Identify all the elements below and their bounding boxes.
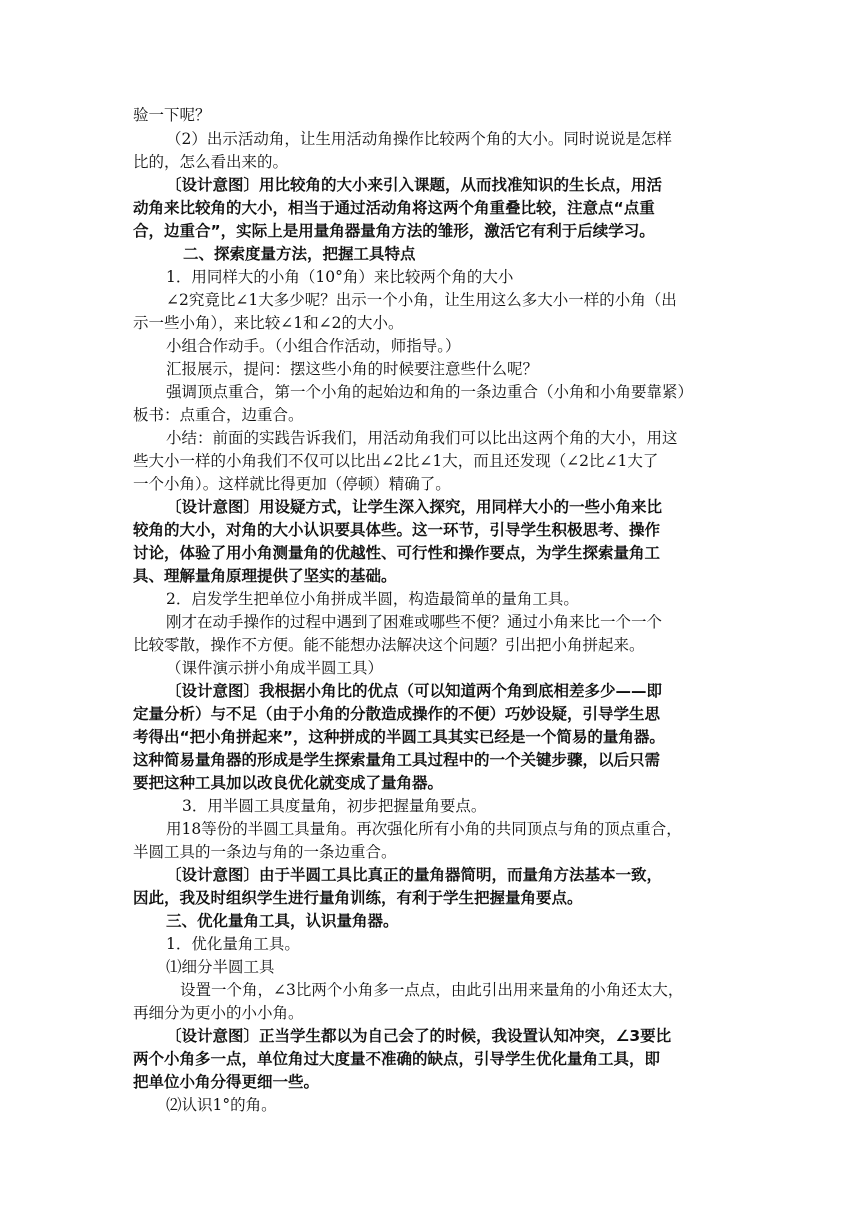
text-line: 板书：点重合，边重合。 <box>133 406 304 424</box>
text-line: 汇报展示，提问：摆这些小角的时候要注意些什么呢？ <box>166 360 539 378</box>
text-line: 1．优化量角工具。 <box>166 935 300 953</box>
text-line: 小组合作动手。（小组合作活动，师指导。） <box>166 337 461 355</box>
design-intent-line: 定量分析）与不足（由于小角的分散造成操作的不便）巧妙设疑，引导学生思 <box>133 705 661 723</box>
text-line: ⑵认识1°的角。 <box>166 1096 277 1114</box>
text-line: 设置一个角，∠3比两个小角多一点点，由此引出用来量角的小角还太大， <box>180 981 684 999</box>
text-line: 验一下呢？ <box>133 106 211 124</box>
text-line: ⑴细分半圆工具 <box>166 958 275 976</box>
section-heading: 三、优化量角工具，认识量角器。 <box>166 912 399 930</box>
text-line: 比的，怎么看出来的。 <box>133 153 289 171</box>
text-line: 强调顶点重合，第一个小角的起始边和角的一条边重合（小角和小角要靠紧） <box>166 383 694 401</box>
design-intent-line: 考得出“把小角拼起来”，这种拼成的半圆工具其实已经是一个简易的量角器。 <box>133 728 665 746</box>
text-line: 半圆工具的一条边与角的一条边重合。 <box>133 843 397 861</box>
design-intent-line: 这种简易量角器的形成是学生探索量角工具过程中的一个关键步骤，以后只需 <box>133 751 661 769</box>
design-intent-line: 要把这种工具加以改良优化就变成了量角器。 <box>133 774 444 792</box>
text-line: 3．用半圆工具度量角，初步把握量角要点。 <box>182 797 487 815</box>
text-line: 比较零散，操作不方便。能不能想办法解决这个问题？引出把小角拼起来。 <box>133 636 645 654</box>
design-intent-line: 〔设计意图〕正当学生都以为自己会了的时候，我设置认知冲突，∠3要比 <box>166 1027 672 1045</box>
design-intent-line: 把单位小角分得更细一些。 <box>133 1073 320 1091</box>
design-intent-line: 〔设计意图〕用比较角的大小来引入课题，从而找准知识的生长点，用活 <box>166 176 663 194</box>
text-line: 1．用同样大的小角（10°角）来比较两个角的大小 <box>166 268 514 286</box>
text-line: 小结：前面的实践告诉我们，用活动角我们可以比出这两个角的大小，用这 <box>166 429 678 447</box>
design-intent-line: 因此，我及时组织学生进行量角训练，有利于学生把握量角要点。 <box>133 889 583 907</box>
design-intent-line: 较角的大小，对角的大小认识要具体些。这一环节，引导学生积极思考、操作 <box>133 521 661 539</box>
text-line: 刚才在动手操作的过程中遇到了困难或哪些不便？通过小角来比一个一个 <box>166 613 663 631</box>
text-line: 一个小角）。这样就比得更加（停顿）精确了。 <box>133 475 451 493</box>
design-intent-line: 具、理解量角原理提供了坚实的基础。 <box>133 567 397 585</box>
text-line: （2）出示活动角，让生用活动角操作比较两个角的大小。同时说说是怎样 <box>166 130 672 148</box>
text-line: ∠2究竟比∠1大多少呢？出示一个小角，让生用这么多大小一样的小角（出 <box>166 291 677 309</box>
design-intent-line: 合，边重合”，实际上是用量角器量角方法的雏形，激活它有利于后续学习。 <box>133 222 655 240</box>
design-intent-line: 动角来比较角的大小，相当于通过活动角将这两个角重叠比较，注意点“点重 <box>133 199 655 217</box>
text-line: 再细分为更小的小小角。 <box>133 1004 304 1022</box>
section-heading: 二、探索度量方法，把握工具特点 <box>183 245 416 263</box>
design-intent-line: 讨论，体验了用小角测量角的优越性、可行性和操作要点，为学生探索量角工 <box>133 544 661 562</box>
design-intent-line: 两个小角多一点，单位角过大度量不准确的缺点，引导学生优化量角工具，即 <box>133 1050 661 1068</box>
design-intent-line: 〔设计意图〕由于半圆工具比真正的量角器简明，而量角方法基本一致， <box>166 866 663 884</box>
text-line: 示一些小角），来比较∠1和∠2的大小。 <box>133 314 404 332</box>
design-intent-line: 〔设计意图〕用设疑方式，让学生深入探究，用同样大小的一些小角来比 <box>166 498 663 516</box>
design-intent-line: 〔设计意图〕我根据小角比的优点（可以知道两个角到底相差多少——即 <box>166 682 663 700</box>
text-line: （课件演示拼小角成半圆工具） <box>166 659 384 677</box>
text-line: 2．启发学生把单位小角拼成半圆，构造最简单的量角工具。 <box>166 590 579 608</box>
text-line: 些大小一样的小角我们不仅可以比出∠2比∠1大，而且还发现（∠2比∠1大了 <box>133 452 659 470</box>
text-line: 用18等份的半圆工具量角。再次强化所有小角的共同顶点与角的顶点重合， <box>166 820 682 838</box>
